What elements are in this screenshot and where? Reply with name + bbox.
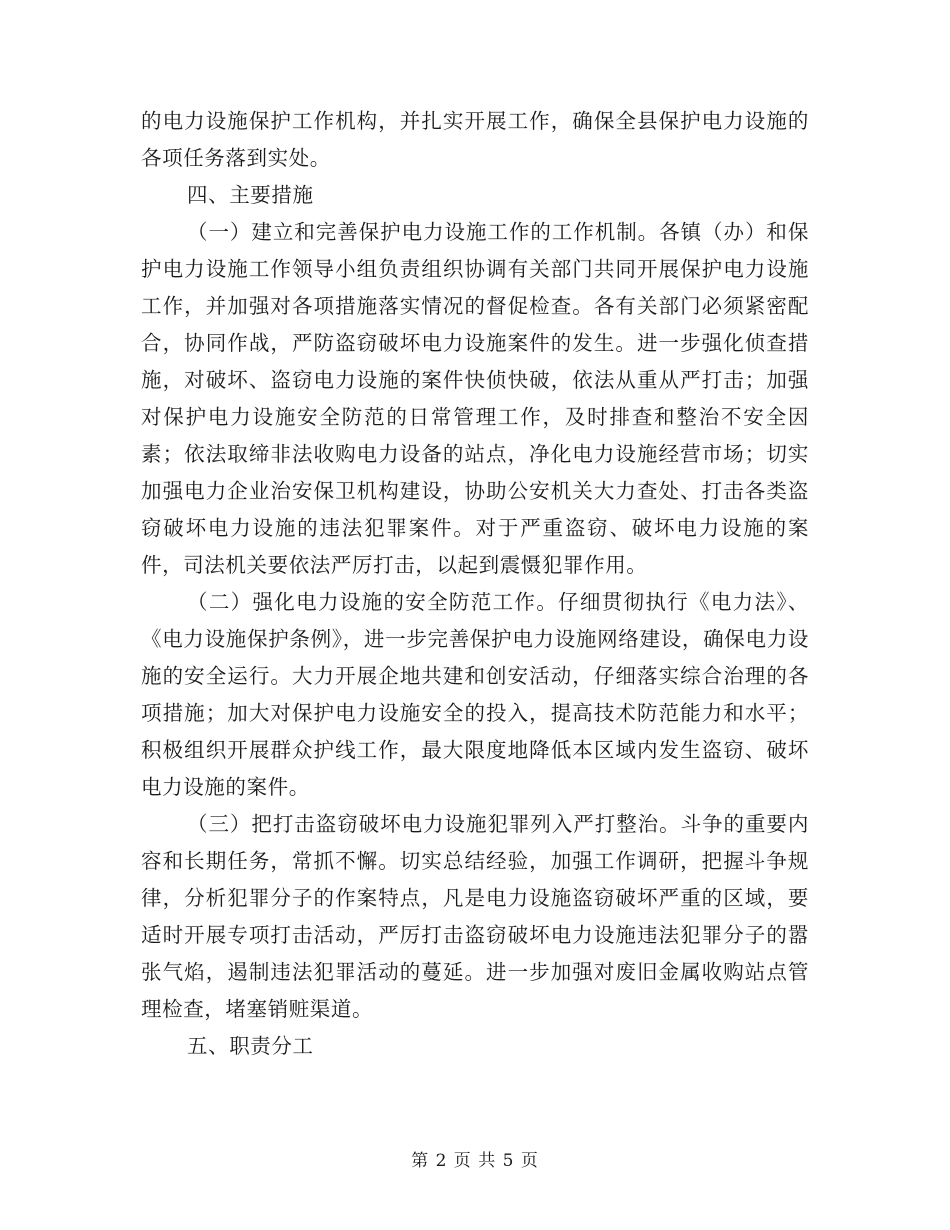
- section-heading-responsibilities: 五、职责分工: [187, 1034, 314, 1058]
- paragraph-measure-3: （三）把打击盗窃破坏电力设施犯罪列入严打整治。斗争的重要内容和长期任务，常抓不懈。切实总结经验，加强工作调研，把握斗争规律，分析犯罪分子的作案特点，凡是电力设施盗窃破坏严重的区域，要适时开展专项打击活动，严厉打击盗窃破坏电力设施违法犯罪分子的嚣张气焰，遏制违法犯罪活动的蔓延。进一步加强对废旧金属收购站点管理检查，堵塞销赃渠道。: [141, 812, 809, 1021]
- document-body: [141, 103, 809, 1065]
- paragraph-continuation: 的电力设施保护工作机构，并扎实开展工作，确保全县保护电力设施的各项任务落到实处。: [141, 109, 809, 170]
- page-number-footer: 第 2 页 共 5 页: [411, 1151, 539, 1171]
- paragraph-measure-2: （二）强化电力设施的安全防范工作。仔细贯彻执行《电力法》、《电力设施保护条例》，进一步完善保护电力设施网络建设，确保电力设施的安全运行。大力开展企地共建和创安活动，仔细落实综合治理的各项措施；加大对保护电力设施安全的投入，提高技术防范能力和水平；积极组织开展群众护线工作，最大限度地降低本区域内发生盗窃、破坏电力设施的案件。: [141, 590, 809, 799]
- paragraph-measure-1: （一）建立和完善保护电力设施工作的工作机制。各镇（办）和保护电力设施工作领导小组负责组织协调有关部门共同开展保护电力设施工作，并加强对各项措施落实情况的督促检查。各有关部门必须紧密配合，协同作战，严防盗窃破坏电力设施案件的发生。进一步强化侦查措施，对破坏、盗窃电力设施的案件快侦快破，依法从重从严打击；加强对保护电力设施安全防范的日常管理工作，及时排查和整治不安全因素；依法取缔非法收购电力设备的站点，净化电力设施经营市场；切实加强电力企业治安保卫机构建设，协助公安机关大力查处、打击各类盗窃破坏电力设施的违法犯罪案件。对于严重盗窃、破坏电力设施的案件，司法机关要依法严厉打击，以起到震慑犯罪作用。: [141, 220, 809, 577]
- section-heading-main-measures: 四、主要措施: [187, 183, 314, 207]
